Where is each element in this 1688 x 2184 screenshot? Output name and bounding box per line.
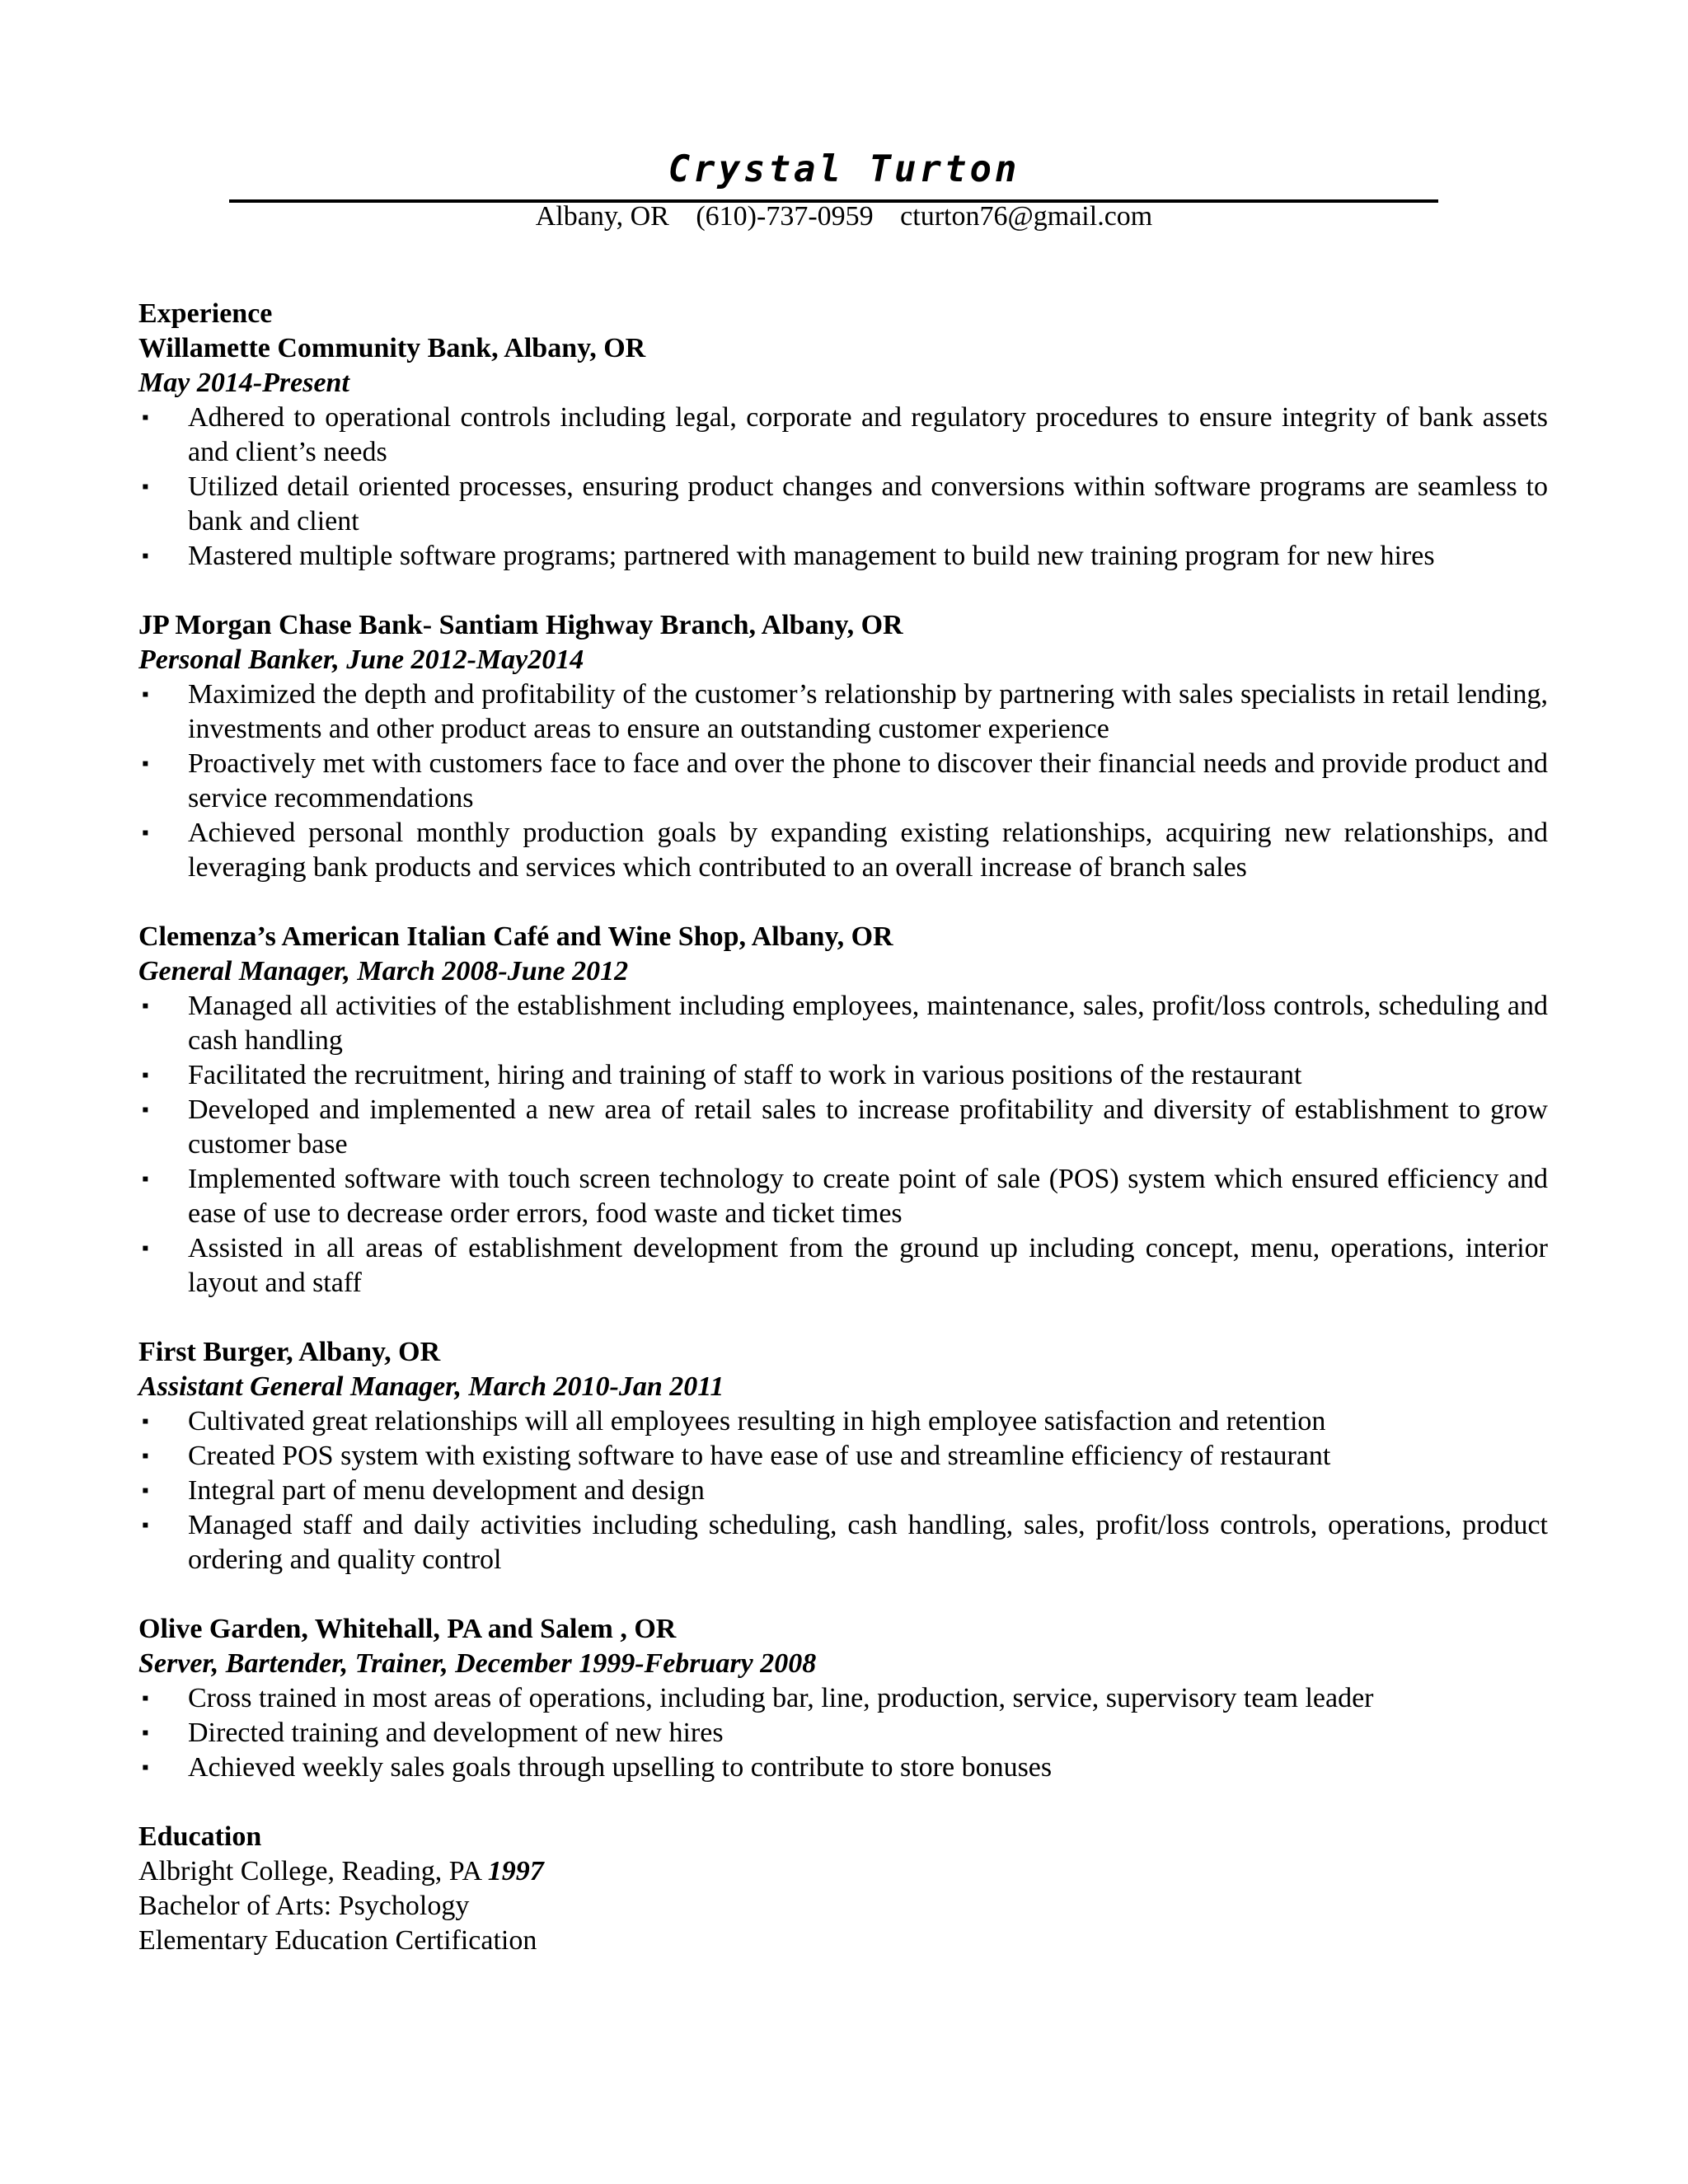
resume-body (138, 297, 1548, 1958)
education-certification: Elementary Education Certification (138, 1925, 537, 1956)
education-section (138, 1820, 1548, 1958)
job-role: Assistant General Manager, March 2010-Jan 2011 (138, 1371, 724, 1402)
bullet-item: ▪ Implemented software with touch screen technology to create point of sale (POS) system which ensured efficiency and ease of use to decrease order errors, food waste and ticket times (142, 1164, 1548, 1229)
job-role: May 2014-Present (138, 368, 349, 398)
bullet-item: ▪ Achieved personal monthly production goals by expanding existing relationships, acquiring new relationships, and leveraging bank products and services which contributed to an overall increase of branch sales (142, 818, 1548, 883)
bullet-item: ▪ Developed and implemented a new area of retail sales to increase profitability and diversity of establishment to grow customer base (142, 1094, 1548, 1160)
job-employer: First Burger, Albany, OR (138, 1337, 441, 1367)
contact-email: cturton76@gmail.com (900, 201, 1153, 232)
job-bullets (138, 1404, 1548, 1577)
bullet-icon: ▪ (142, 1722, 149, 1744)
job-entry (138, 331, 1548, 574)
education-degree: Bachelor of Arts: Psychology (138, 1891, 470, 1921)
bullet-item: ▪ Directed training and development of new hires (138, 1716, 1548, 1750)
contact-line (0, 199, 1688, 234)
bullet-icon: ▪ (142, 823, 149, 844)
bullet-icon: ▪ (142, 1480, 149, 1502)
bullet-item: ▪ Assisted in all areas of establishment development from the ground up including concept, menu, operations, interior layout and staff (142, 1233, 1548, 1298)
bullet-icon: ▪ (142, 1065, 149, 1086)
job-employer: Clemenza’s American Italian Café and Wine Shop, Albany, OR (138, 921, 893, 952)
job-bullets (138, 401, 1548, 574)
bullet-item: ▪ Managed staff and daily activities including scheduling, cash handling, sales, profit/loss controls, operations, product ordering and quality control (142, 1510, 1548, 1575)
bullet-item: ▪ Proactively met with customers face to face and over the phone to discover their financial needs and provide product and service recommendations (142, 748, 1548, 813)
bullet-item: ▪ Cultivated great relationships will all employees resulting in high employee satisfaction and retention (138, 1404, 1548, 1439)
education-school: Albright College, Reading, PA (138, 1856, 481, 1886)
contact-phone: (610)-737-0959 (696, 201, 874, 232)
bullet-icon: ▪ (142, 996, 149, 1017)
education-year: 1997 (487, 1856, 544, 1886)
bullet-item: ▪ Created POS system with existing software to have ease of use and streamline efficiency of restaurant (138, 1439, 1548, 1474)
job-entry (138, 1612, 1548, 1785)
bullet-item: ▪ Mastered multiple software programs; partnered with management to build new training program for new hires (138, 539, 1548, 574)
job-bullets (138, 1681, 1548, 1785)
job-role: Server, Bartender, Trainer, December 1999-February 2008 (138, 1648, 817, 1679)
bullet-icon: ▪ (142, 753, 149, 775)
education-heading: Education (138, 1821, 262, 1852)
job-entry (138, 608, 1548, 885)
candidate-name: Crystal Turton (668, 148, 1020, 190)
education-school-line (138, 1854, 1548, 1889)
bullet-item: ▪ Facilitated the recruitment, hiring and training of staff to work in various positions of the restaurant (138, 1058, 1548, 1093)
contact-location: Albany, OR (535, 201, 669, 232)
bullet-icon: ▪ (142, 407, 149, 429)
job-employer: Willamette Community Bank, Albany, OR (138, 333, 646, 363)
job-employer: Olive Garden, Whitehall, PA and Salem , OR (138, 1614, 677, 1644)
bullet-icon: ▪ (142, 1688, 149, 1709)
bullet-item: ▪ Utilized detail oriented processes, ensuring product changes and conversions within software programs are seamless to bank and client (142, 471, 1548, 537)
bullet-icon: ▪ (142, 684, 149, 705)
job-employer: JP Morgan Chase Bank- Santiam Highway Branch, Albany, OR (138, 610, 903, 640)
bullet-item: ▪ Cross trained in most areas of operations, including bar, line, production, service, supervisory team leader (138, 1681, 1548, 1716)
job-bullets (138, 677, 1548, 885)
bullet-item: ▪ Achieved weekly sales goals through upselling to contribute to store bonuses (138, 1750, 1548, 1785)
bullet-item: ▪ Integral part of menu development and design (138, 1474, 1548, 1508)
job-role: General Manager, March 2008-June 2012 (138, 956, 629, 987)
bullet-icon: ▪ (142, 546, 149, 567)
bullet-icon: ▪ (142, 1446, 149, 1467)
job-bullets (138, 989, 1548, 1301)
bullet-icon: ▪ (142, 476, 149, 498)
job-entry (138, 1335, 1548, 1577)
bullet-icon: ▪ (142, 1238, 149, 1259)
bullet-item: ▪ Managed all activities of the establishment including employees, maintenance, sales, profit/loss controls, scheduling and cash handling (142, 991, 1548, 1056)
bullet-icon: ▪ (142, 1411, 149, 1432)
job-entry (138, 920, 1548, 1301)
bullet-icon: ▪ (142, 1169, 149, 1190)
bullet-icon: ▪ (142, 1757, 149, 1779)
bullet-icon: ▪ (142, 1515, 149, 1536)
bullet-icon: ▪ (142, 1099, 149, 1121)
bullet-item: ▪ Maximized the depth and profitability of the customer’s relationship by partnering with sales specialists in retail lending, investments and other product areas to ensure an outstanding customer experience (142, 679, 1548, 744)
bullet-item: ▪ Adhered to operational controls including legal, corporate and regulatory procedures to ensure integrity of bank assets and client’s needs (142, 402, 1548, 467)
experience-heading: Experience (138, 298, 273, 329)
job-role: Personal Banker, June 2012-May2014 (138, 644, 584, 675)
